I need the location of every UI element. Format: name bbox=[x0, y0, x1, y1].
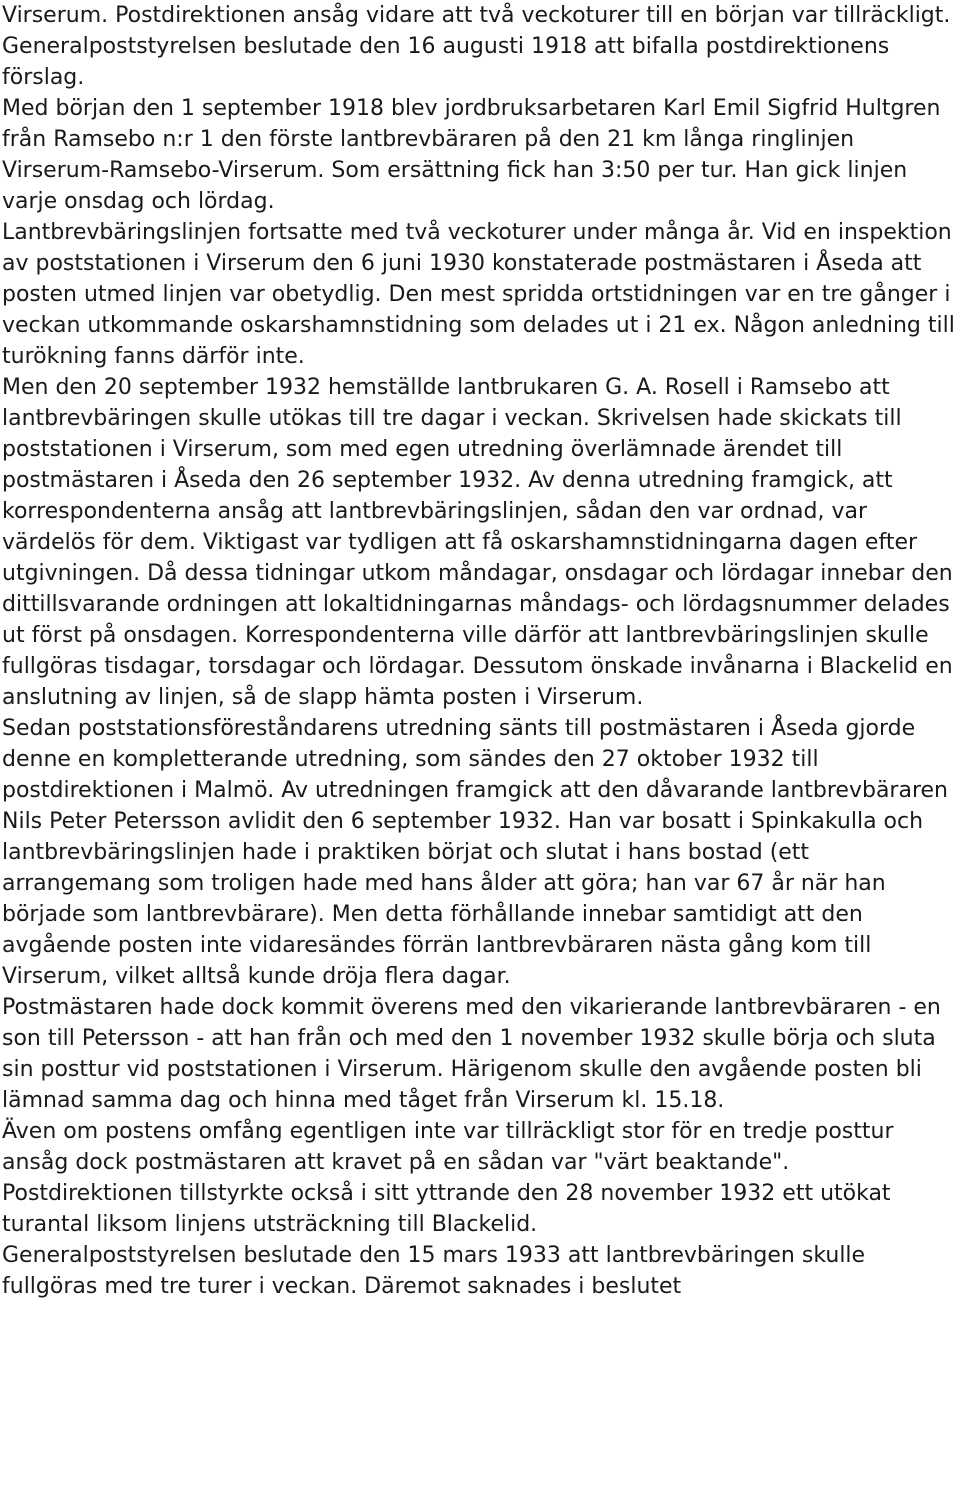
document-body bbox=[2, 0, 960, 1302]
paragraph: Med början den 1 september 1918 blev jordbruksarbetaren Karl Emil Sigfrid Hultgren från Ramsebo n:r 1 den förste lantbrevbäraren på den 21 km långa ringlinjen Virserum-Ramsebo-Virserum. Som ersättning fick han 3:50 per tur. Han gick linjen varje onsdag och lördag. bbox=[2, 96, 941, 214]
paragraph: Postdirektionen tillstyrkte också i sitt yttrande den 28 november 1932 ett utökat turantal liksom linjens utsträckning till Blackelid. bbox=[2, 1181, 891, 1237]
paragraph: Generalpoststyrelsen beslutade den 15 mars 1933 att lantbrevbäringen skulle fullgöras med tre turer i veckan. Däremot saknades i beslutet bbox=[2, 1243, 866, 1299]
paragraph: Lantbrevbäringslinjen fortsatte med två veckoturer under många år. Vid en inspektion av poststationen i Virserum den 6 juni 1930 konstaterade postmästaren i Åseda att posten utmed linjen var obetydlig. Den mest spridda ortstidningen var en tre gånger i veckan utkommande oskarshamnstidning som delades ut i 21 ex. Någon anledning till turökning fanns därför inte. bbox=[2, 220, 955, 369]
paragraph: Postmästaren hade dock kommit överens med den vikarierande lantbrevbäraren - en son till Petersson - att han från och med den 1 november 1932 skulle börja och sluta sin posttur vid poststationen i Virserum. Härigenom skulle den avgående posten bli lämnad samma dag och hinna med tåget från Virserum kl. 15.18. bbox=[2, 995, 941, 1113]
paragraph: Men den 20 september 1932 hemställde lantbrukaren G. A. Rosell i Ramsebo att lantbrevbäringen skulle utökas till tre dagar i veckan. Skrivelsen hade skickats till poststationen i Virserum, som med egen utredning överlämnade ärendet till postmästaren i Åseda den 26 september 1932. Av denna utredning framgick, att korrespondenterna ansåg att lantbrevbäringslinjen, sådan den var ordnad, var värdelös för dem. Viktigast var tydligen att få oskarshamnstidningarna dagen efter utgivningen. Då dessa tidningar utkom måndagar, onsdagar och lördagar innebar den dittillsvarande ordningen att lokaltidningarnas måndags- och lördagsnummer delades ut först på onsdagen. Korrespondenterna ville därför att lantbrevbäringslinjen skulle fullgöras tisdagar, torsdagar och lördagar. Dessutom önskade invånarna i Blackelid en anslutning av linjen, så de slapp hämta posten i Virserum. bbox=[2, 375, 953, 710]
paragraph: Sedan poststationsföreståndarens utredning sänts till postmästaren i Åseda gjorde denne en kompletterande utredning, som sändes den 27 oktober 1932 till postdirektionen i Malmö. Av utredningen framgick att den dåvarande lantbrevbäraren Nils Peter Petersson avlidit den 6 september 1932. Han var bosatt i Spinkakulla och lantbrevbäringslinjen hade i praktiken börjat och slutat i hans bostad (ett arrangemang som troligen hade med hans ålder att göra; han var 67 år när han började som lantbrevbärare). Men detta förhållande innebar samtidigt att den avgående posten inte vidaresändes förrän lantbrevbäraren nästa gång kom till Virserum, vilket alltså kunde dröja flera dagar. bbox=[2, 716, 948, 989]
paragraph: Även om postens omfång egentligen inte var tillräckligt stor för en tredje posttur ansåg dock postmästaren att kravet på en sådan var "värt beaktande". bbox=[2, 1119, 894, 1175]
paragraph: Virserum. Postdirektionen ansåg vidare att två veckoturer till en början var tillräckligt. Generalpoststyrelsen beslutade den 16 augusti 1918 att bifalla postdirektionens förslag. bbox=[2, 3, 951, 90]
